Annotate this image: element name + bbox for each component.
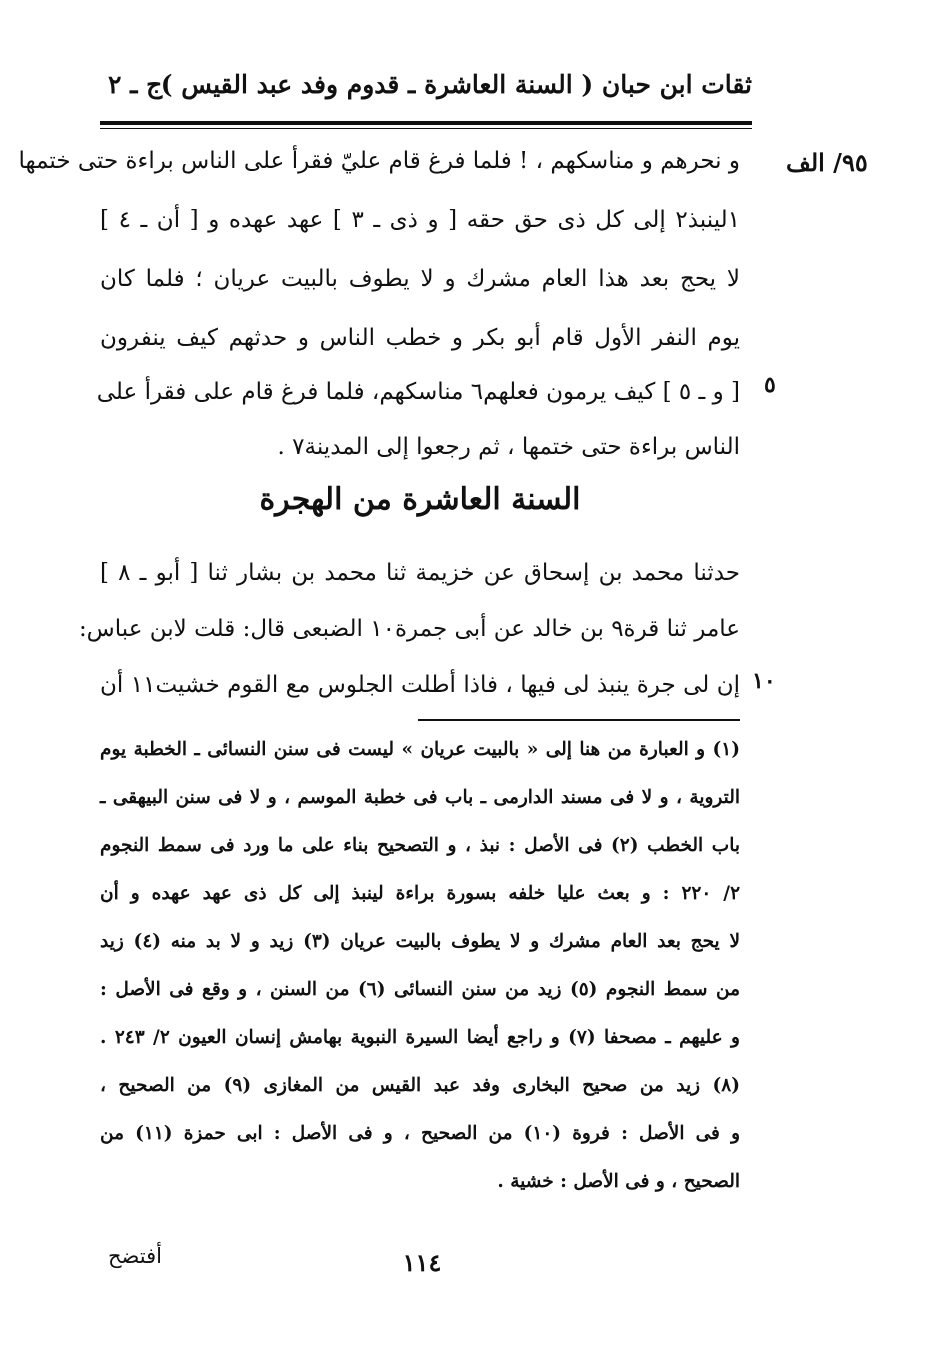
running-header — [100, 70, 752, 114]
footnote-separator — [418, 719, 740, 721]
header-title: ثقات ابن حبان ( السنة العاشرة ـ قدوم وفد عبد القيس ) — [160, 70, 752, 99]
footnote-line: لا يحج بعد العام مشرك و لا يطوف بالبيت عريان (٣) زيد و لا بد منه (٤) زيد — [100, 931, 740, 952]
footnote-line: باب الخطب (٢) فى الأصل : نبذ ، و التصحيح بناء على ما ورد فى سمط النجوم — [100, 835, 740, 856]
line-number-5: ٥ — [764, 372, 776, 398]
text-line: و نحرهم و مناسكهم ، ! فلما فرغ قام عليّ فقرأ على الناس براءة حتى ختمها — [18, 148, 740, 174]
margin-folio-note: ٩٥/ الف — [786, 148, 868, 177]
footnote-line: التروية ، و لا فى مسند الدارمى ـ باب فى خطبة الموسم ، و لا فى سنن البيهقى ـ — [100, 787, 740, 808]
text-line: الناس براءة حتى ختمها ، ثم رجعوا إلى المدينة٧ . — [277, 434, 740, 460]
page-number: ١١٤ — [402, 1248, 442, 1277]
footnote-line: و فى الأصل : فروة (١٠) من الصحيح ، و فى الأصل : ابى حمزة (١١) من — [100, 1123, 741, 1144]
catchword: أفتضح — [108, 1244, 162, 1268]
footnote-line: ٢/ ٢٢٠ : و بعث عليا خلفه بسورة براءة لينبذ إلى كل ذى عهد عهده و أن — [100, 883, 740, 904]
footnote-line: من سمط النجوم (٥) زيد من سنن النسائى (٦) من السنن ، و وقع فى الأصل : — [100, 979, 740, 1000]
footnote-line: (٨) زيد من صحيح البخارى وفد عبد القيس من المغازى (٩) من الصحيح ، — [100, 1075, 740, 1096]
text-line: إن لى جرة ينبذ لى فيها ، فاذا أطلت الجلوس مع القوم خشيت١١ أن — [100, 672, 740, 698]
text-line: لا يحج بعد هذا العام مشرك و لا يطوف بالبيت عريان ؛ فلما كان — [100, 266, 740, 292]
text-line: عامر ثنا قرة٩ بن خالد عن أبى جمرة١٠ الضبعى قال: قلت لابن عباس: — [78, 616, 740, 642]
footnote-line: الصحيح ، و فى الأصل : خشية . — [497, 1171, 740, 1192]
footnote-line: و عليهم ـ مصحفا (٧) و راجع أيضا السيرة النبوية بهامش إنسان العيون ٢/ ٢٤٣ . — [100, 1027, 740, 1048]
text-line: حدثنا محمد بن إسحاق عن خزيمة ثنا محمد بن بشار ثنا [ أبو ـ ٨ ] — [100, 560, 740, 586]
footnote-line: (١) و العبارة من هنا إلى « بالبيت عريان » ليست فى سنن النسائى ـ الخطبة يوم — [100, 739, 740, 760]
text-line: [ و ـ ٥ ] كيف يرمون فعلهم٦ مناسكهم، فلما فرغ قام على فقرأ على — [96, 379, 740, 405]
header-rule-thin — [100, 128, 752, 129]
volume-label: ج ـ ٢ — [108, 70, 163, 99]
line-number-10: ١٠ — [752, 668, 776, 694]
section-title: السنة العاشرة من الهجرة — [259, 482, 581, 517]
text-line: يوم النفر الأول قام أبو بكر و خطب الناس و حدثهم كيف ينفرون — [100, 325, 740, 351]
text-line: ١لينبذ٢ إلى كل ذى حق حقه [ و ذى ـ ٣ ] عهد عهده و [ أن ـ ٤ ] — [100, 207, 740, 233]
header-rule-thick — [100, 121, 752, 125]
